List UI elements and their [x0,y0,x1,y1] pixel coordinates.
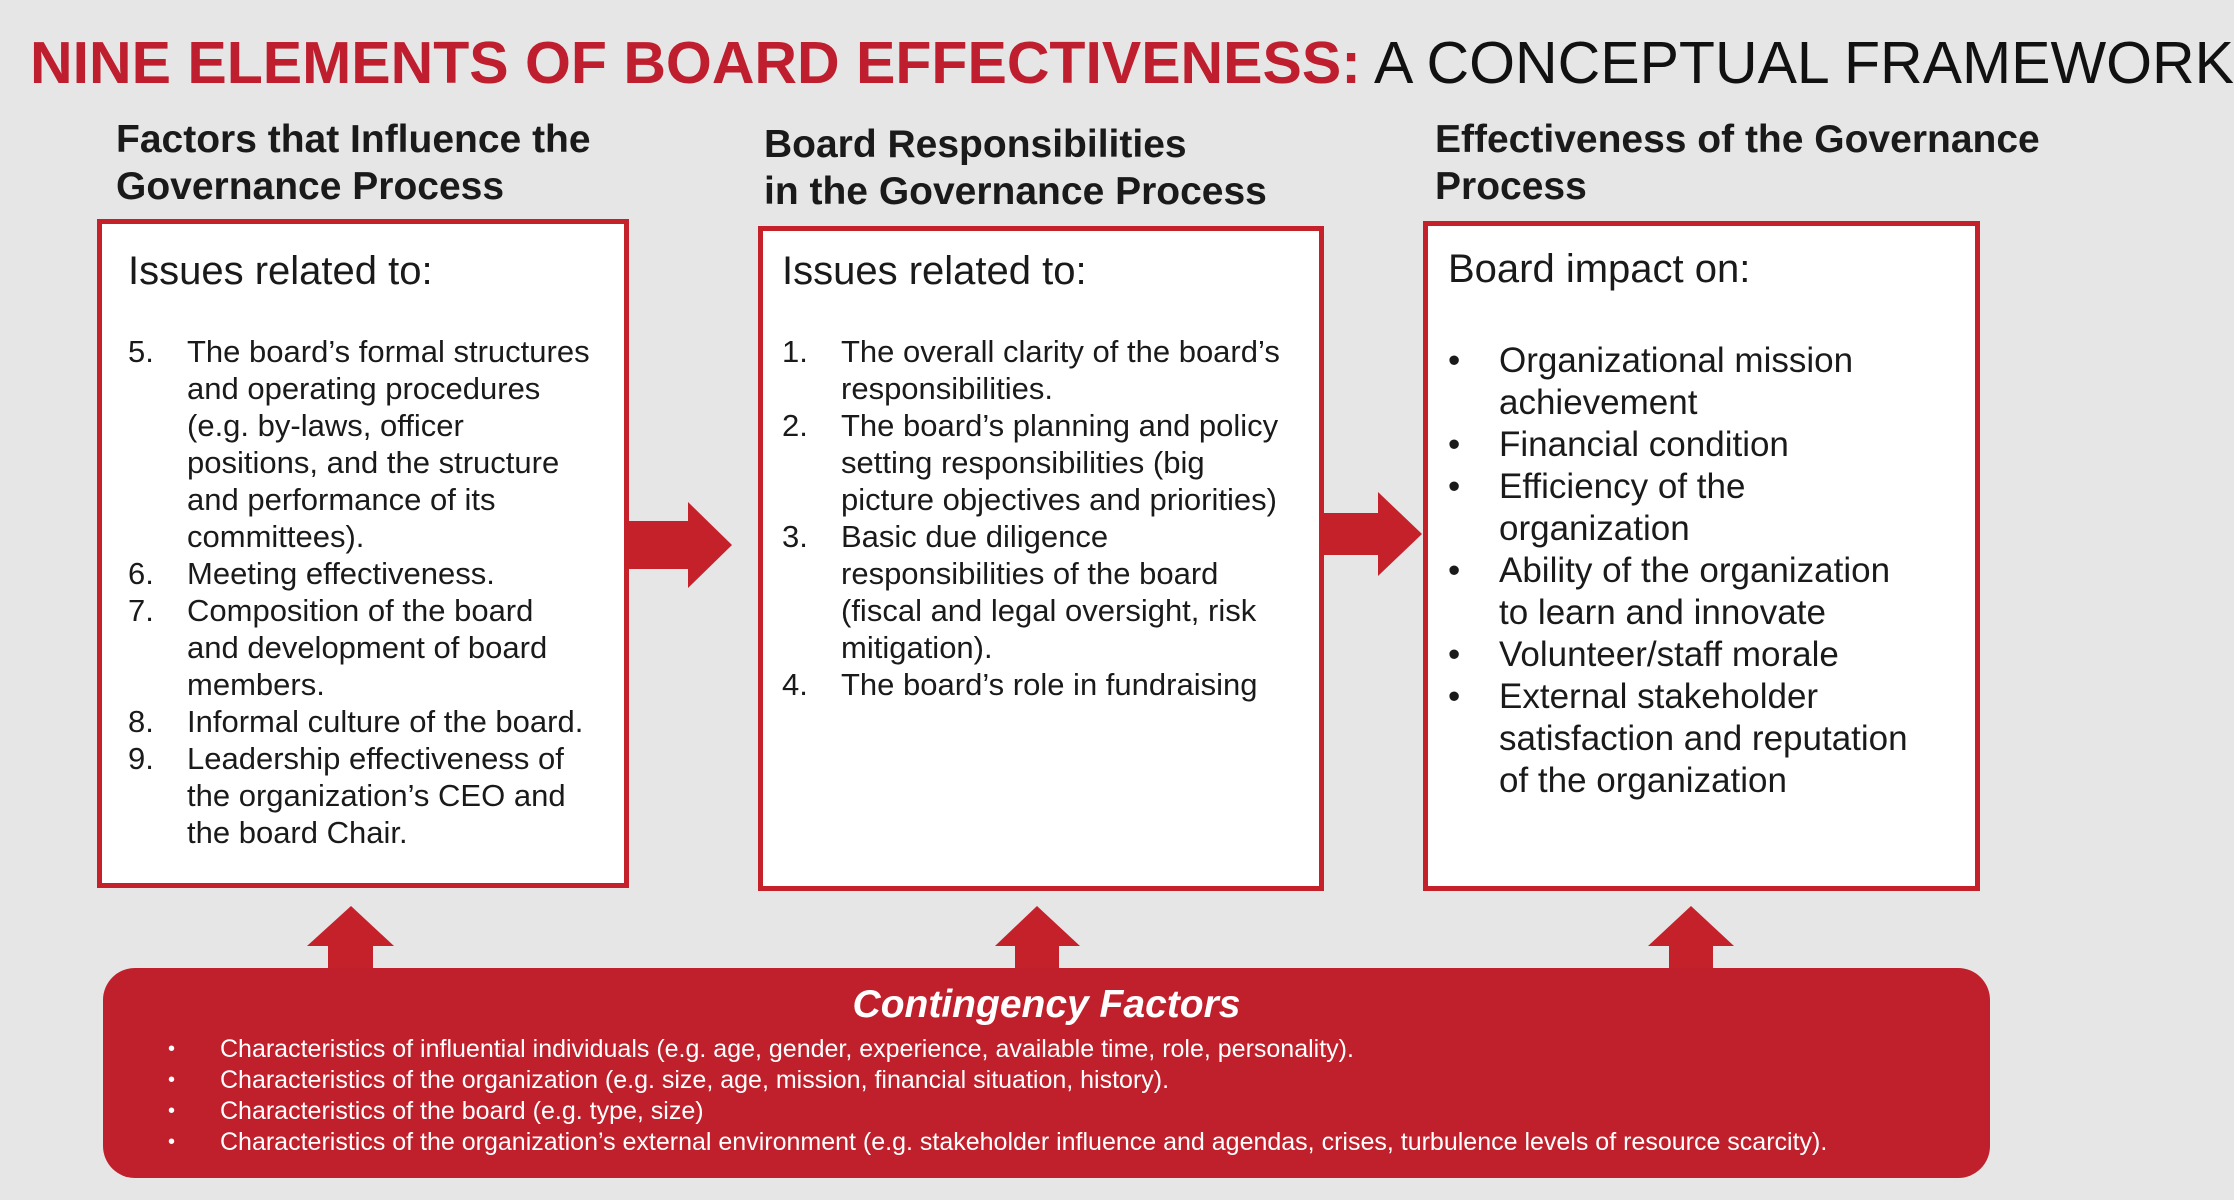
contingency-item [168,1096,1827,1127]
item-text-line: Ability of the organization [1499,551,1891,590]
item-text-line: Volunteer/staff morale [1499,635,1839,674]
responsibilities-box-heading: Issues related to: [782,249,1087,293]
item-text-line: Composition of the board [187,593,534,628]
bullet-icon: • [1448,635,1461,674]
item-text-line: (e.g. by-laws, officer [187,408,464,443]
contingency-title: Contingency Factors [852,983,1241,1026]
item-number: 3. [782,519,808,554]
contingency-item-text: Characteristics of the organization (e.g. size, age, mission, financial situation, history). [220,1066,1170,1094]
item-number: 5. [128,334,154,369]
column-heading-effectiveness: Effectiveness of the Governance Process [1435,118,2040,208]
item-text-line: setting responsibilities (big [841,445,1205,480]
right-arrow-1 [627,502,732,588]
title-rest: A CONCEPTUAL FRAMEWORK [1360,30,2234,96]
item-text-line: Financial condition [1499,425,1789,464]
item-text-line: responsibilities. [841,371,1053,406]
item-number: 6. [128,556,154,591]
contingency-item-text: Characteristics of the board (e.g. type, size) [220,1097,704,1125]
contingency-item [168,1034,1827,1065]
item-number: 9. [128,741,154,776]
bullet-icon: • [1448,551,1461,590]
bullet-icon: • [168,1100,176,1122]
item-text-line: (fiscal and legal oversight, risk [841,593,1257,628]
up-arrow-3 [1648,906,1734,970]
item-text-line: and operating procedures [187,371,541,406]
item-text-line: satisfaction and reputation [1499,719,1908,758]
item-text-line: and development of board [187,630,548,665]
item-number: 1. [782,334,808,369]
item-text-line: organization [1499,509,1690,548]
item-text-line: and performance of its [187,482,496,517]
item-text-line: Basic due diligence [841,519,1109,554]
effectiveness-box-heading: Board impact on: [1448,247,1751,291]
bullet-icon: • [168,1069,176,1091]
item-text-line: The board’s formal structures [187,334,590,369]
item-text-line: Informal culture of the board. [187,704,584,739]
item-text-line: positions, and the structure [187,445,560,480]
contingency-item [168,1065,1827,1096]
bullet-icon: • [168,1038,176,1060]
item-text-line: mitigation). [841,630,993,665]
bullet-icon: • [1448,341,1461,380]
bullet-icon: • [168,1131,176,1153]
contingency-factors-panel [103,968,1990,1178]
item-text-line: The board’s planning and policy [841,408,1279,443]
bullet-icon: • [1448,467,1461,506]
item-text-line: The overall clarity of the board’s [841,334,1280,369]
factors-box-heading: Issues related to: [128,249,433,293]
item-text-line: The board’s role in fundraising [841,667,1258,702]
right-arrow-2 [1322,492,1422,576]
item-text-line: picture objectives and priorities) [841,482,1277,517]
item-number: 7. [128,593,154,628]
item-text-line: members. [187,667,325,702]
item-text-line: Organizational mission [1499,341,1854,380]
item-number: 2. [782,408,808,443]
item-text-line: committees). [187,519,365,554]
contingency-list [168,1034,1827,1158]
bullet-icon: • [1448,425,1461,464]
item-text-line: to learn and innovate [1499,593,1826,632]
contingency-item-text: Characteristics of the organization’s external environment (e.g. stakeholder influence and agendas, crises, turbulence levels of resource scarcity). [220,1128,1828,1156]
item-text-line: the organization’s CEO and [187,778,566,813]
up-arrow-2 [995,906,1080,970]
item-text-line: External stakeholder [1499,677,1819,716]
item-text-line: Leadership effectiveness of [187,741,564,776]
column-heading-factors: Factors that Influence the Governance Process [116,118,591,208]
contingency-item [168,1127,1827,1158]
column-heading-responsibilities: Board Responsibilities in the Governance Process [764,123,1267,213]
up-arrow-1 [307,906,394,970]
item-text-line: responsibilities of the board [841,556,1219,591]
item-text-line: Meeting effectiveness. [187,556,495,591]
item-text-line: of the organization [1499,761,1787,800]
item-text-line: achievement [1499,383,1698,422]
item-text-line: Efficiency of the [1499,467,1746,506]
item-number: 8. [128,704,154,739]
item-text-line: the board Chair. [187,815,408,850]
item-number: 4. [782,667,808,702]
contingency-item-text: Characteristics of influential individuals (e.g. age, gender, experience, available time, role, personality). [220,1035,1354,1063]
title-highlight: NINE ELEMENTS OF BOARD EFFECTIVENESS: [30,30,1361,96]
bullet-icon: • [1448,677,1461,716]
